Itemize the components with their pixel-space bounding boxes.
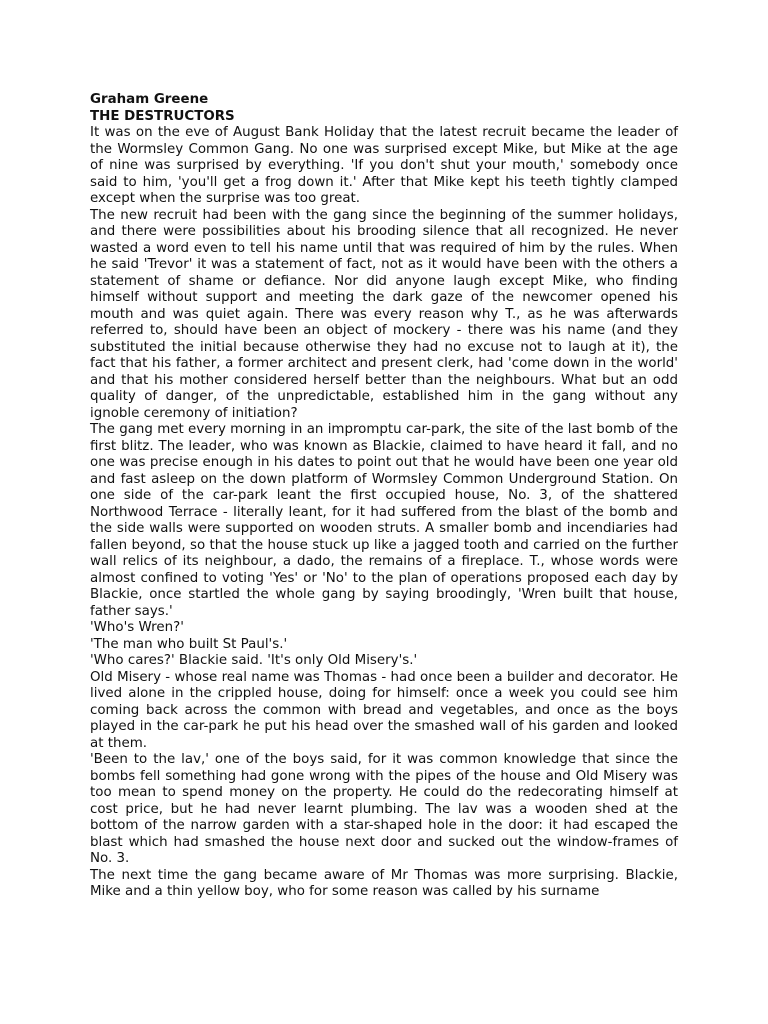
paragraph: 'Who's Wren?': [90, 620, 184, 635]
paragraph: 'The man who built St Paul's.': [90, 636, 288, 652]
paragraph: 'Been to the lav,' one of the boys said, for it was common knowledge that since the bombs fell something had gone wrong with the pipes of the house and Old Misery was too mean to spend money on the property. He could do the redecorating himself at cost price, but he had never learnt plumbing. The lav was a wooden shed at the bottom of the narrow garden with a star-shaped hole in the door: it had escaped the blast which had smashed the house next door and sucked out the window-frames of No. 3.: [90, 752, 678, 866]
paragraph: The gang met every morning in an impromptu car-park, the site of the last bomb of the first blitz. The leader, who was known as Blackie, claimed to have heard it fall, and no one was precise enough in his dates to point out that he would have been one year old and fast asleep on the down platform of Wormsley Common Underground Station. On one side of the car-park leant the first occupied house, No. 3, of the shattered Northwood Terrace - literally leant, for it had suffered from the blast of the bomb and the side walls were supported on wooden struts. A smaller bomb and incendiaries had fallen beyond, so that the house stuck up like a jagged tooth and carried on the further wall relics of its neighbour, a dado, the remains of a fireplace. T., whose words were almost confined to voting 'Yes' or 'No' to the plan of operations proposed each day by Blackie, once startled the whole gang by saying broodingly, 'Wren built that house, father says.': [90, 422, 678, 619]
paragraph: The next time the gang became aware of Mr Thomas was more surprising. Blackie, Mike and a thin yellow boy, who for some reason was called by his surname: [90, 867, 678, 899]
paragraph: Old Misery - whose real name was Thomas - had once been a builder and decorator. He lived alone in the crippled house, doing for himself: once a week you could see him coming back across the common with bread and vegetables, and once as the boys played in the car-park he put his head over the smashed wall of his garden and looked at them.: [90, 669, 678, 751]
paragraph: 'Who cares?' Blackie said. 'It's only Old Misery's.': [90, 653, 418, 668]
story-title: THE DESTRUCTORS: [90, 108, 235, 124]
document-page: [90, 92, 678, 901]
author-name: Graham Greene: [90, 92, 209, 107]
paragraph: It was on the eve of August Bank Holiday that the latest recruit became the leader of the Wormsley Common Gang. No one was surprised except Mike, but Mike at the age of nine was surprised by everything. 'If you don't shut your mouth,' somebody once said to him, 'you'll get a frog down it.' After that Mike kept his teeth tightly clamped except when the surprise was too great.: [90, 125, 678, 206]
paragraph: The new recruit had been with the gang since the beginning of the summer holidays, and there were possibilities about his brooding silence that all recognized. He never wasted a word even to tell his name until that was required of him by the rules. When he said 'Trevor' it was a statement of fact, not as it would have been with the others a statement of shame or defiance. Nor did anyone laugh except Mike, who finding himself without support and meeting the dark gaze of the newcomer opened his mouth and was quiet again. There was every reason why T., as he was afterwards referred to, should have been an object of mockery - there was his name (and they substituted the initial because otherwise they had no excuse not to laugh at it), the fact that his father, a former architect and present clerk, had 'come down in the world' and that his mother considered herself better than the neighbours. What but an odd quality of danger, of the unpredictable, established him in the gang without any ignoble ceremony of initiation?: [90, 207, 678, 421]
